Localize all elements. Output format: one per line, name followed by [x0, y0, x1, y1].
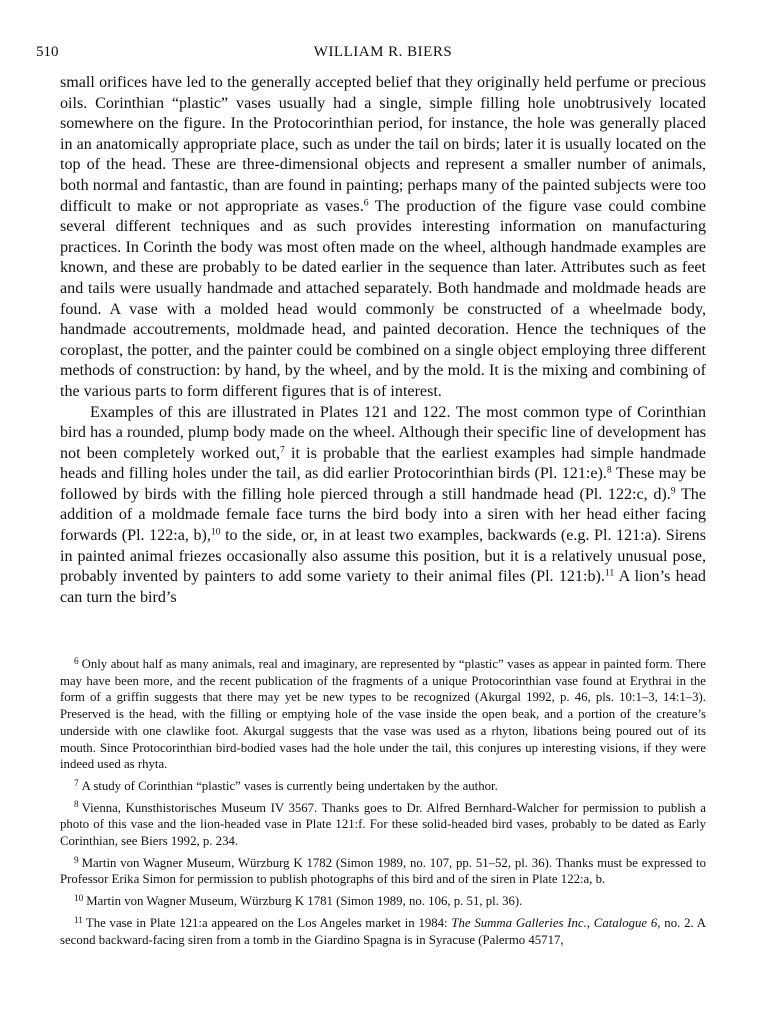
paragraph-2-text-a: Examples of this are illustrated in Plates 121 and 122. The most common type of Corinthian bird has a rounded, plump body made on the wheel. Although their specific line of development has not been completely worked out,: [60, 403, 706, 462]
paragraph-1: [60, 73, 706, 403]
footnote-text: A study of Corinthian “plastic” vases is currently being undertaken by the author.: [81, 778, 498, 793]
paragraph-2-text-e: to the side, or, in at least two examples, backwards (e.g. Pl. 121:a). Sirens in painted animal friezes occasionally also assume this position, but it is a relatively unusual pose, probably invented by painters to add some variety to their animal files (Pl. 121:b).: [60, 527, 706, 586]
footnotes: [60, 656, 706, 953]
footnote-ref-7[interactable]: 7: [280, 444, 285, 456]
footnote-ref-8[interactable]: 8: [606, 464, 612, 476]
footnote-ref-9[interactable]: 9: [670, 485, 676, 497]
paragraph-2-text-c: These may be followed by birds with the filling hole pierced through a still handmade head (Pl. 122:c, d).: [60, 465, 707, 503]
footnote-ref-11[interactable]: 11: [604, 567, 615, 579]
footnote-number: 7: [74, 777, 79, 788]
footnote-number: 8: [74, 799, 79, 810]
footnote-catalogue-title: The Summa Galleries Inc., Catalogue 6,: [451, 915, 661, 930]
footnote-10: [60, 893, 706, 910]
footnote-text: Martin von Wagner Museum, Würzburg K 1781 (Simon 1989, no. 106, p. 51, pl. 36).: [86, 894, 523, 909]
footnote-6: [60, 656, 706, 773]
footnote-number: 6: [74, 655, 79, 666]
paragraph-2-text-d: The addition of a moldmade female face turns the bird body into a siren with her head either facing forwards (Pl. 122:a, b),: [60, 485, 706, 545]
footnote-ref-10[interactable]: 10: [210, 526, 221, 538]
running-head-author: WILLIAM R. BIERS: [313, 44, 453, 60]
footnote-7: [60, 778, 706, 795]
footnote-number: 10: [74, 893, 84, 903]
footnote-number: 9: [74, 854, 79, 865]
footnote-11: [60, 915, 706, 948]
page: [36, 0, 707, 1024]
footnote-text: Only about half as many animals, real and imaginary, are represented by “plastic” vases as appear in painted form. There may have been more, and the recent publication of the fragments of a unique Protocorinthian vase found at Erythrai in the form of a griffin suggests that there may yet be new types to be recognized (Akurgal 1992, p. 46, pls. 10:1–3, 14:1–3). Preserved is the head, with the filling or emptying hole of the vase inside the open beak, and a portion of the creature’s underside with one clawlike foot. Akurgal suggests that the vase was used as a rhyton, libations being poured out of its mouth. Since Protocorinthian bird-bodied vases had the hole under the tail, this conjures up interesting visions, if they were indeed used as rhyta.: [60, 657, 706, 772]
footnote-text-b: no. 2. A second backward-facing siren from a tomb in the Giardino Spagna is in Syracuse (Palermo 45717,: [60, 915, 707, 947]
paragraph-1-text-a: small orifices have led to the generally accepted belief that they originally held perfume or precious oils. Corinthian “plastic” vases usually had a single, simple filling hole unobtrusively located somewhere on the figure. In the Protocorinthian period, for instance, the hole was generally placed in an anatomically appropriate place, such as under the tail on birds; later it is usually located on the top of the head. These are three-dimensional objects and represent a smaller number of animals, both normal and fantastic, than are found in painting; perhaps many of the painted subjects were too difficult to make or not appropriate as vases.: [60, 74, 706, 215]
footnote-number: 11: [74, 914, 83, 925]
page-number: 510: [36, 44, 59, 60]
footnote-8: [60, 800, 706, 850]
paragraph-2-text-f: A lion’s head can turn the bird’s: [60, 568, 706, 606]
paragraph-2-text-b: it is probable that the earliest examples had simple handmade heads and filling holes under the tail, as did earlier Protocorinthian birds (Pl. 121:e).: [60, 444, 706, 483]
paragraph-2: [60, 403, 706, 609]
paragraph-1-text-b: The production of the figure vase could combine several different techniques and as such provides interesting information on manufacturing practices. In Corinth the body was most often made on the wheel, although handmade examples are known, and these are probably to be dated earlier in the sequence than later. Attributes such as feet and tails were usually handmade and attached separately. Both handmade and moldmade heads are found. A vase with a molded head would commonly be constructed of a wheelmade body, handmade accoutrements, moldmade head, and painted decoration. Hence the techniques of the coroplast, the potter, and the painter could be combined on a single object employing three different methods of construction: by hand, by the wheel, and by the mold. It is the mixing and combining of the various parts to form different figures that is of interest.: [60, 197, 706, 400]
main-text: [60, 73, 706, 608]
footnote-text-a: The vase in Plate 121:a appeared on the Los Angeles market in 1984:: [85, 915, 452, 930]
footnote-9: [60, 855, 706, 888]
footnote-text: Martin von Wagner Museum, Würzburg K 1782 (Simon 1989, no. 107, pp. 51–52, pl. 36). Thanks must be expressed to Professor Erika Simon for permission to publish photographs of this bird and of the siren in Plate 122:a, b.: [60, 855, 706, 887]
footnote-text: Vienna, Kunsthistorisches Museum IV 3567. Thanks goes to Dr. Alfred Bernhard-Walcher for permission to publish a photo of this vase and the lion-headed vase in Plate 121:f. For these solid-headed bird vases, probably to be dated as Early Corinthian, see Biers 1992, p. 234.: [60, 800, 706, 849]
footnote-ref-6[interactable]: 6: [363, 197, 369, 209]
running-head: [36, 44, 706, 66]
